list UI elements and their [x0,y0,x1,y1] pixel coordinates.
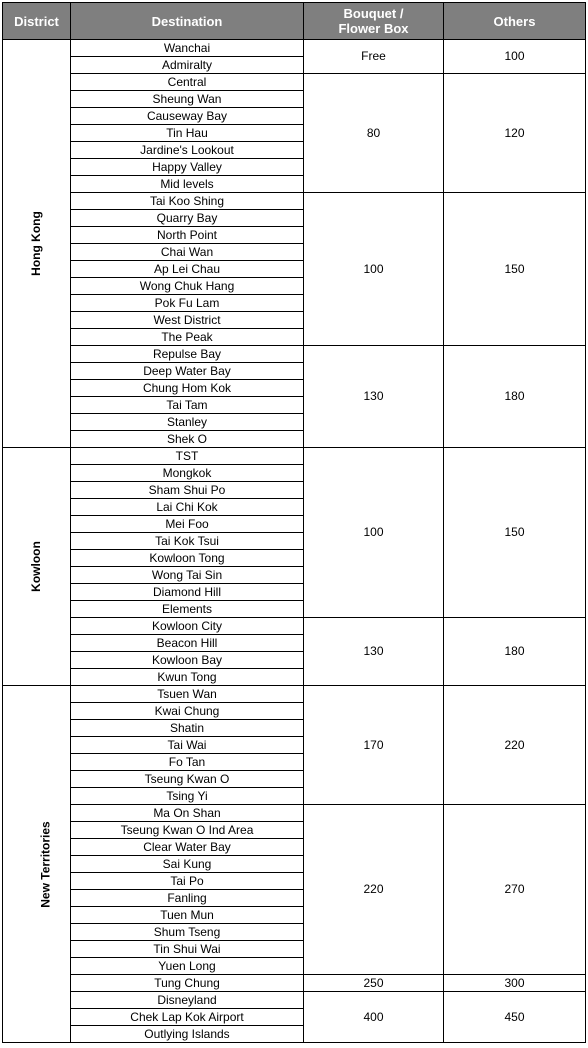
bouquet-fee-cell: 100 [304,448,444,618]
destination-cell: Chung Hom Kok [71,380,304,397]
destination-cell: Wanchai [71,40,304,57]
destination-cell: Shum Tseng [71,924,304,941]
district-label: Kowloon [29,541,43,592]
destination-cell: Tuen Mun [71,907,304,924]
destination-cell: Kwun Tong [71,669,304,686]
destination-cell: Repulse Bay [71,346,304,363]
destination-cell: Mid levels [71,176,304,193]
destination-cell: Tsuen Wan [71,686,304,703]
district-cell [3,448,71,686]
destination-cell: West District [71,312,304,329]
bouquet-fee-cell: 170 [304,686,444,805]
destination-cell: Kowloon Bay [71,652,304,669]
header-row [3,3,586,40]
others-fee-cell: 220 [444,686,586,805]
destination-cell: Yuen Long [71,958,304,975]
table-row [3,193,586,210]
header-others: Others [444,3,586,40]
destination-cell: Shek O [71,431,304,448]
others-fee-cell: 180 [444,346,586,448]
destination-cell: Tai Kok Tsui [71,533,304,550]
destination-cell: Chai Wan [71,244,304,261]
bouquet-fee-cell: 130 [304,346,444,448]
destination-cell: Wong Tai Sin [71,567,304,584]
destination-cell: Tai Po [71,873,304,890]
destination-cell: Quarry Bay [71,210,304,227]
destination-cell: Elements [71,601,304,618]
bouquet-fee-cell: 100 [304,193,444,346]
table-row [3,74,586,91]
destination-cell: Tai Wai [71,737,304,754]
others-fee-cell: 100 [444,40,586,74]
table-row [3,686,586,703]
bouquet-fee-cell: Free [304,40,444,74]
destination-cell: Jardine's Lookout [71,142,304,159]
table-row [3,40,586,57]
destination-cell: Outlying Islands [71,1026,304,1043]
destination-cell: Sham Shui Po [71,482,304,499]
others-fee-cell: 300 [444,975,586,992]
destination-cell: North Point [71,227,304,244]
destination-cell: Admiralty [71,57,304,74]
others-fee-cell: 180 [444,618,586,686]
destination-cell: Beacon Hill [71,635,304,652]
destination-cell: Mongkok [71,465,304,482]
destination-cell: Clear Water Bay [71,839,304,856]
destination-cell: Sai Kung [71,856,304,873]
destination-cell: Tin Shui Wai [71,941,304,958]
others-fee-cell: 450 [444,992,586,1043]
destination-cell: Deep Water Bay [71,363,304,380]
destination-cell: Sheung Wan [71,91,304,108]
bouquet-fee-cell: 400 [304,992,444,1043]
destination-cell: Ma On Shan [71,805,304,822]
table-row [3,975,586,992]
destination-cell: Causeway Bay [71,108,304,125]
delivery-fee-table [2,2,586,1043]
destination-cell: Lai Chi Kok [71,499,304,516]
table-row [3,992,586,1009]
header-district: District [3,3,71,40]
destination-cell: Kowloon City [71,618,304,635]
district-label: Hong Kong [29,211,43,276]
destination-cell: Ap Lei Chau [71,261,304,278]
others-fee-cell: 150 [444,448,586,618]
destination-cell: Tai Koo Shing [71,193,304,210]
destination-cell: Kowloon Tong [71,550,304,567]
destination-cell: Tseung Kwan O [71,771,304,788]
header-destination: Destination [71,3,304,40]
others-fee-cell: 120 [444,74,586,193]
destination-cell: The Peak [71,329,304,346]
destination-cell: Wong Chuk Hang [71,278,304,295]
destination-cell: Chek Lap Kok Airport [71,1009,304,1026]
destination-cell: Diamond Hill [71,584,304,601]
table-row [3,805,586,822]
destination-cell: Tseung Kwan O Ind Area [71,822,304,839]
table-row [3,346,586,363]
table-row [3,448,586,465]
others-fee-cell: 270 [444,805,586,975]
district-cell [3,40,71,448]
others-fee-cell: 150 [444,193,586,346]
destination-cell: Mei Foo [71,516,304,533]
destination-cell: Happy Valley [71,159,304,176]
destination-cell: Tin Hau [71,125,304,142]
district-label: New Territories [38,820,53,908]
bouquet-fee-cell: 80 [304,74,444,193]
destination-cell: Kwai Chung [71,703,304,720]
table-row [3,618,586,635]
destination-cell: TST [71,448,304,465]
destination-cell: Fanling [71,890,304,907]
destination-cell: Central [71,74,304,91]
table-body [3,40,586,1043]
bouquet-fee-cell: 250 [304,975,444,992]
destination-cell: Disneyland [71,992,304,1009]
destination-cell: Shatin [71,720,304,737]
destination-cell: Fo Tan [71,754,304,771]
destination-cell: Tsing Yi [71,788,304,805]
bouquet-fee-cell: 130 [304,618,444,686]
destination-cell: Stanley [71,414,304,431]
destination-cell: Pok Fu Lam [71,295,304,312]
district-cell [3,686,71,1043]
header-bouquet: Bouquet / Flower Box [304,3,444,40]
destination-cell: Tai Tam [71,397,304,414]
bouquet-fee-cell: 220 [304,805,444,975]
destination-cell: Tung Chung [71,975,304,992]
